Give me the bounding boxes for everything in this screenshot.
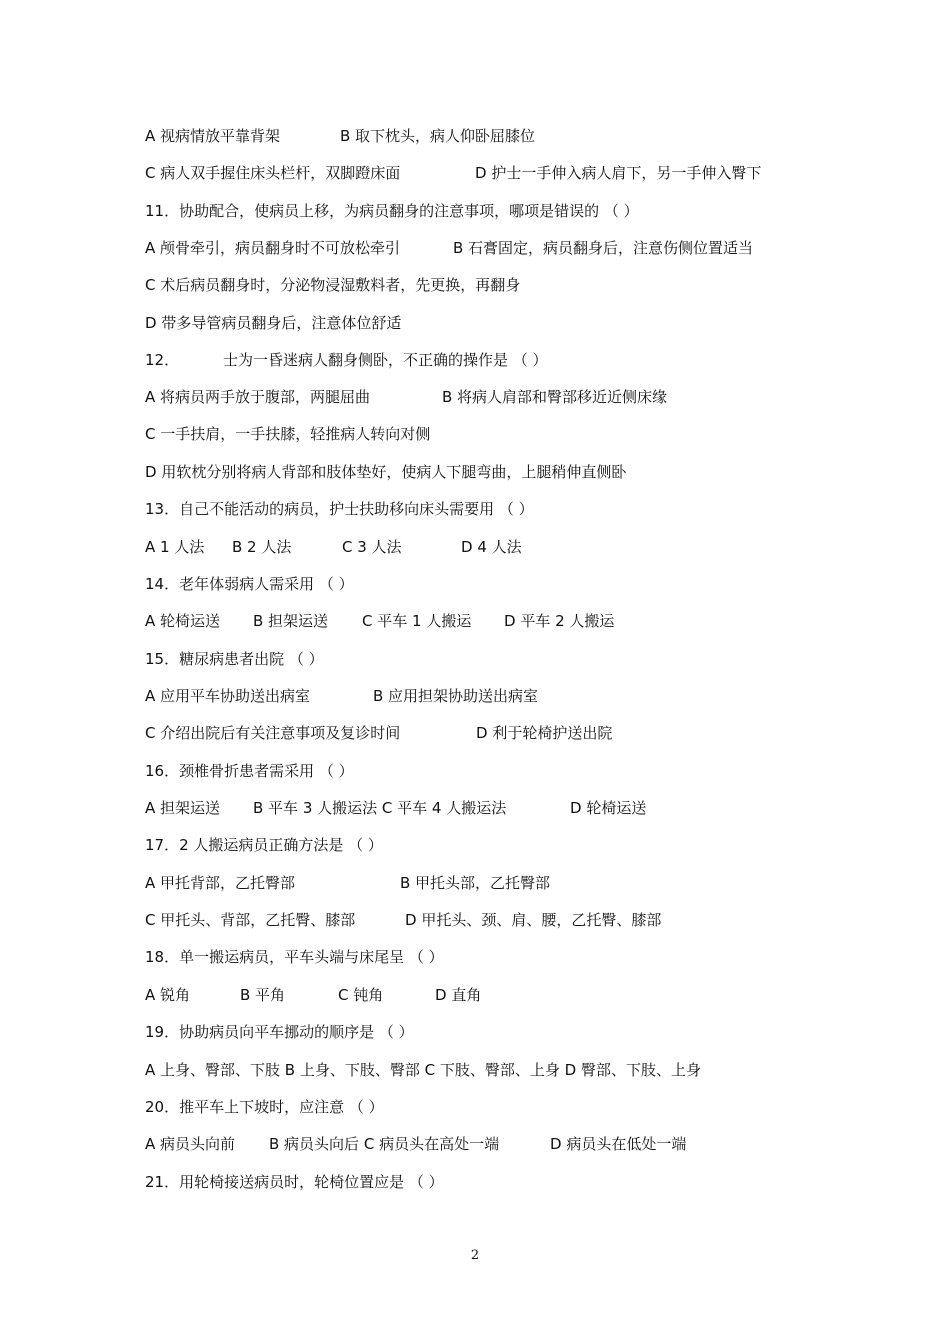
option-text: B 平车 3 人搬运法 C 平车 4 人搬运法 xyxy=(253,799,507,817)
page-number: 2 xyxy=(470,1248,480,1263)
option-text: A 甲托背部，乙托臀部 xyxy=(145,874,296,892)
option-text: B 甲托头部，乙托臀部 xyxy=(400,874,551,892)
option-text: C 钝角 xyxy=(338,986,384,1004)
question-text: 19．协助病员向平车挪动的顺序是 （ ） xyxy=(145,1023,414,1041)
question-text: 17．2 人搬运病员正确方法是 （ ） xyxy=(145,836,383,854)
question-text: 14．老年体弱病人需采用 （ ） xyxy=(145,575,354,593)
option-text: C 甲托头、背部，乙托臀、膝部 xyxy=(145,911,356,929)
option-text: B 取下枕头，病人仰卧屈膝位 xyxy=(340,127,536,145)
option-text: A 担架运送 xyxy=(145,799,221,817)
option-text: C 病人双手握住床头栏杆，双脚蹬床面 xyxy=(145,164,401,182)
option-text: A 将病员两手放于腹部，两腿屈曲 xyxy=(145,388,371,406)
option-text: C 平车 1 人搬运 xyxy=(362,612,472,630)
option-text: D 甲托头、颈、肩、腰，乙托臀、膝部 xyxy=(405,911,662,929)
option-text: C 3 人法 xyxy=(342,538,402,556)
option-text: A 上身、臀部、下肢 B 上身、下肢、臀部 C 下肢、臀部、上身 D 臀部、下肢、上身 xyxy=(145,1061,701,1079)
option-text: A 锐角 xyxy=(145,986,191,1004)
option-text: C 一手扶肩，一手扶膝，轻推病人转向对侧 xyxy=(145,425,431,443)
option-text: A 1 人法 xyxy=(145,538,205,556)
option-text: D 平车 2 人搬运 xyxy=(504,612,615,630)
question-text: 11．协助配合，使病员上移，为病员翻身的注意事项，哪项是错误的 （ ） xyxy=(145,202,639,220)
option-text: B 石膏固定，病员翻身后，注意伤侧位置适当 xyxy=(453,239,754,257)
option-text: A 颅骨牵引，病员翻身时不可放松牵引 xyxy=(145,239,401,257)
option-text: D 轮椅运送 xyxy=(570,799,647,817)
option-text: C 术后病员翻身时，分泌物浸湿敷料者，先更换，再翻身 xyxy=(145,276,521,294)
question-text: 16．颈椎骨折患者需采用 （ ） xyxy=(145,762,354,780)
option-text: D 带多导管病员翻身后，注意体位舒适 xyxy=(145,314,402,332)
option-text: B 担架运送 xyxy=(253,612,329,630)
option-text: D 用软枕分别将病人背部和肢体垫好，使病人下腿弯曲，上腿稍伸直侧卧 xyxy=(145,463,627,481)
option-text: D 直角 xyxy=(435,986,482,1004)
option-text: B 2 人法 xyxy=(232,538,292,556)
option-text: B 将病人肩部和臀部移近近侧床缘 xyxy=(442,388,668,406)
option-text: B 平角 xyxy=(240,986,286,1004)
question-text: 士为一昏迷病人翻身侧卧，不正确的操作是 （ ） xyxy=(223,351,548,369)
option-text: A 应用平车协助送出病室 xyxy=(145,687,311,705)
option-text: C 介绍出院后有关注意事项及复诊时间 xyxy=(145,724,401,742)
question-text: 15．糖尿病患者出院 （ ） xyxy=(145,650,324,668)
option-text: B 病员头向后 C 病员头在高处一端 xyxy=(269,1135,500,1153)
question-text: 21．用轮椅接送病员时，轮椅位置应是 （ ） xyxy=(145,1173,444,1191)
option-text: A 视病情放平靠背架 xyxy=(145,127,281,145)
question-text: 18．单一搬运病员，平车头端与床尾呈 （ ） xyxy=(145,948,444,966)
question-text: 12． xyxy=(145,351,180,369)
option-text: A 轮椅运送 xyxy=(145,612,221,630)
option-text: A 病员头向前 xyxy=(145,1135,236,1153)
question-text: 20．推平车上下坡时，应注意 （ ） xyxy=(145,1098,384,1116)
option-text: D 护士一手伸入病人肩下，另一手伸入臀下 xyxy=(475,164,762,182)
option-text: D 病员头在低处一端 xyxy=(550,1135,687,1153)
option-text: D 利于轮椅护送出院 xyxy=(476,724,613,742)
option-text: B 应用担架协助送出病室 xyxy=(373,687,539,705)
option-text: D 4 人法 xyxy=(461,538,522,556)
question-text: 13．自己不能活动的病员，护士扶助移向床头需要用 （ ） xyxy=(145,500,534,518)
